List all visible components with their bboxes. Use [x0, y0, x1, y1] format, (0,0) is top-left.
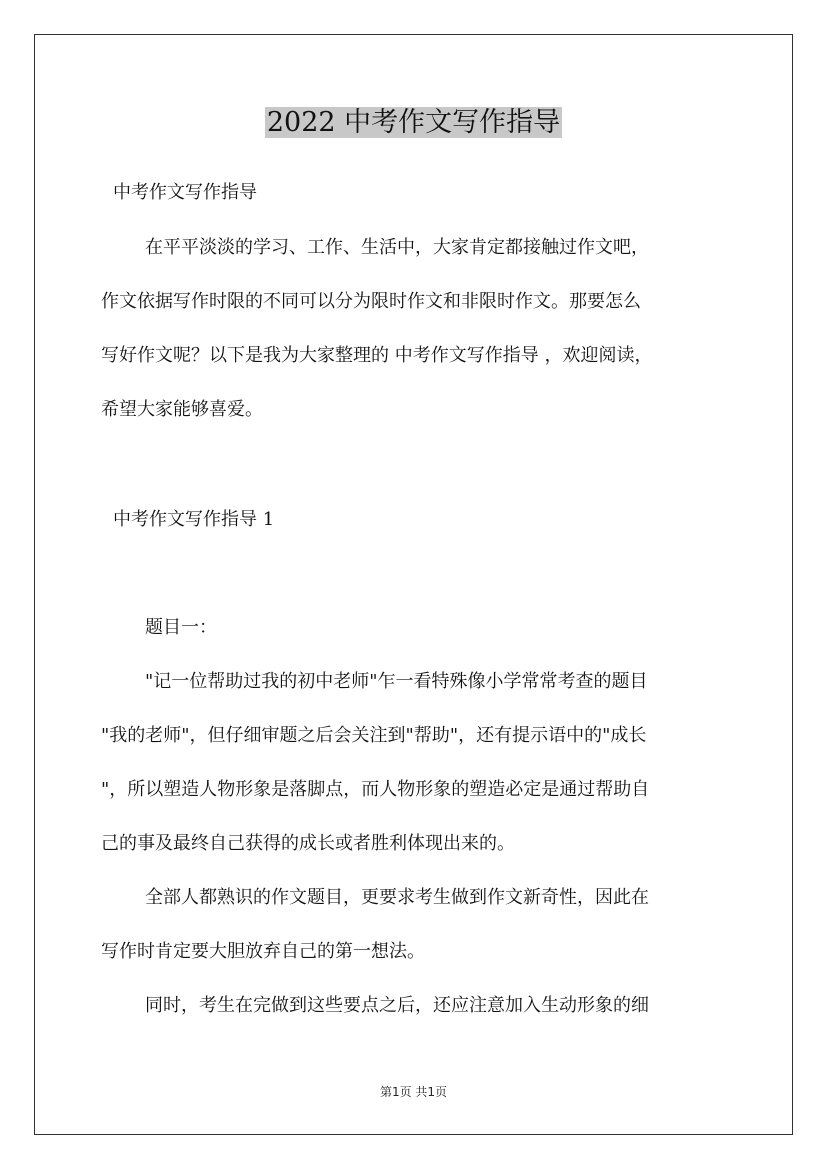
intro-line-4: 希望大家能够喜爱。: [101, 399, 263, 420]
paragraph-3-line-1: 同时，考生在完做到这些要点之后，还应注意加入生动形象的细: [145, 995, 649, 1016]
document-title: [0, 102, 827, 144]
intro-line-2: 作文依据写作时限的不同可以分为限时作文和非限时作文。那要怎么: [101, 291, 641, 312]
section-heading: 中考作文写作指导 1: [113, 509, 275, 530]
paragraph-1-line-4: 己的事及最终自己获得的成长或者胜利体现出来的。: [101, 833, 515, 854]
paragraph-1-line-3: "，所以塑造人物形象是落脚点，而人物形象的塑造必定是通过帮助自: [101, 779, 650, 800]
document-title-text: 2022 中考作文写作指导: [266, 107, 561, 138]
document-subtitle: 中考作文写作指导: [113, 182, 257, 203]
intro-line-3: 写好作文呢？以下是我为大家整理的 中考作文写作指导 ，欢迎阅读，: [101, 345, 653, 366]
paragraph-1-line-2: "我的老师"，但仔细审题之后会关注到"帮助"，还有提示语中的"成长: [101, 725, 647, 746]
intro-line-1: 在平平淡淡的学习、工作、生活中，大家肯定都接触过作文吧，: [145, 237, 649, 258]
page-footer: 第1页 共1页: [379, 1085, 448, 1099]
paragraph-2-line-1: 全部人都熟识的作文题目，更要求考生做到作文新奇性，因此在: [145, 887, 649, 908]
paragraph-1-line-1: "记一位帮助过我的初中老师"乍一看特殊像小学常常考查的题目: [145, 671, 648, 692]
paragraph-2-line-2: 写作时肯定要大胆放弃自己的第一想法。: [101, 941, 425, 962]
topic-label: 题目一：: [145, 617, 217, 638]
